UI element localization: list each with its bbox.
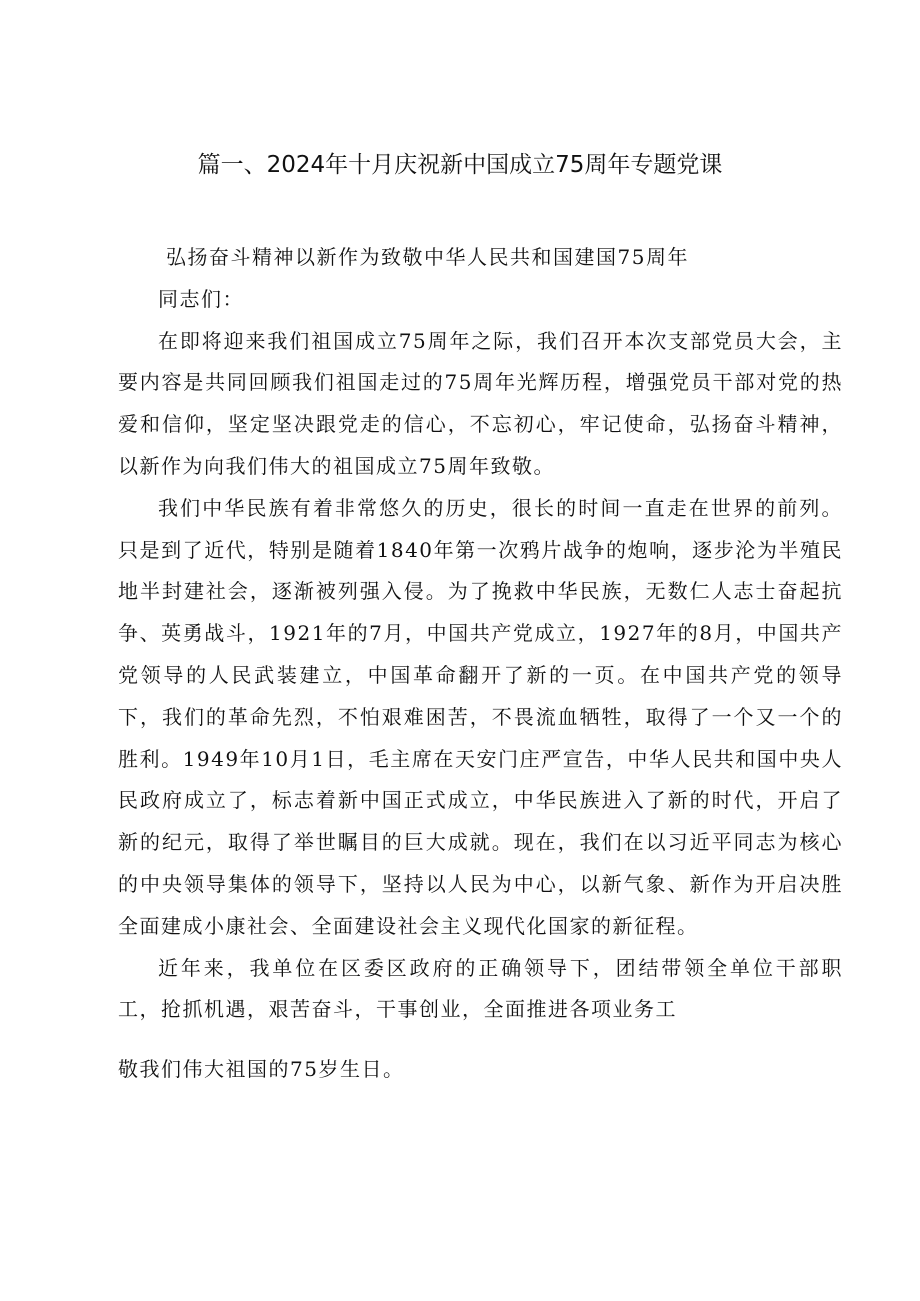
closing-fragment: 敬我们伟大祖国的75岁生日。 (118, 1057, 405, 1082)
section-gap (118, 1031, 843, 1049)
salutation: 同志们： (158, 286, 244, 311)
paragraph-3: 近年来，我单位在区委区政府的正确领导下，团结带领全单位干部职工，抢抓机遇，艰苦奋斗，干事创业，全面推进各项业务工 (118, 955, 843, 1022)
document-body (118, 237, 843, 1091)
paragraph-2: 我们中华民族有着非常悠久的历史，很长的时间一直走在世界的前列。只是到了近代，特别是随着1840年第一次鸦片战争的炮响，逐步沦为半殖民地半封建社会，逐渐被列强入侵。为了挽救中华民族，无数仁人志士奋起抗争、英勇战斗，1921年的7月，中国共产党成立，1927年的8月，中国共产党领导的人民武装建立，中国革命翻开了新的一页。在中国共产党的领导下，我们的革命先烈，不怕艰难困苦，不畏流血牺牲，取得了一个又一个的胜利。1949年10月1日，毛主席在天安门庄严宣告，中华人民共和国中央人民政府成立了，标志着新中国正式成立，中华民族进入了新的时代，开启了新的纪元，取得了举世瞩目的巨大成就。现在，我们在以习近平同志为核心的中央领导集体的领导下，坚持以人民为中心，以新气象、新作为开启决胜全面建成小康社会、全面建设社会主义现代化国家的新征程。 (118, 495, 843, 938)
document-subtitle: 弘扬奋斗精神以新作为致敬中华人民共和国建国75周年 (166, 245, 689, 269)
paragraph-1: 在即将迎来我们祖国成立75周年之际，我们召开本次支部党员大会，主要内容是共同回顾我们祖国走过的75周年光辉历程，增强党员干部对党的热爱和信仰，坚定坚决跟党走的信心，不忘初心，牢记使命，弘扬奋斗精神，以新作为向我们伟大的祖国成立75周年致敬。 (118, 328, 843, 478)
document-title: 篇一、2024年十月庆祝新中国成立75周年专题党课 (197, 152, 723, 178)
